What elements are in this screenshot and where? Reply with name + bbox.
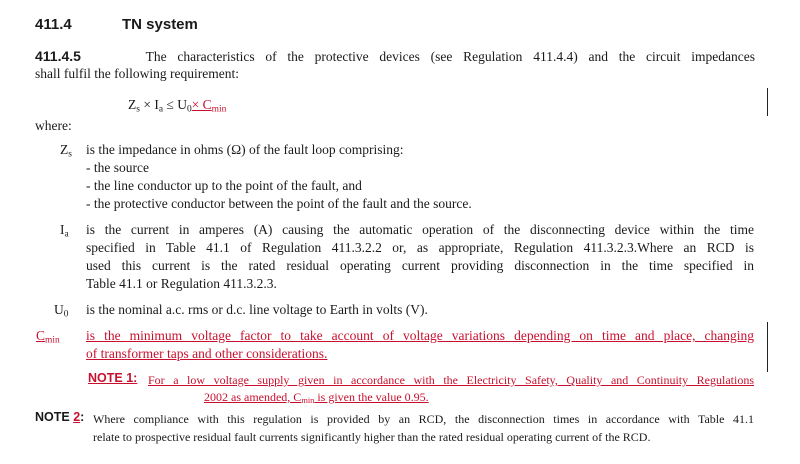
def-ia-line3: used this current is the rated residual operating current providing disconnection in the time specified in (86, 258, 754, 273)
formula-zs: $Z_s$ (128, 97, 140, 115)
where-label: where: (35, 118, 72, 133)
def-cmin-symbol: $C_{min}$ (36, 328, 60, 346)
def-ia-line1: is the current in amperes (A) causing the automatic operation of the disconnecting device within the time (86, 222, 754, 237)
section-number: 411.4 (35, 16, 72, 33)
note2-line1: Where compliance with this regulation is provided by an RCD, the disconnection times in accordance with Table 41.1 (93, 412, 754, 426)
formula-ia: $I_a$ (154, 97, 164, 115)
def-zs-item: - the protective conductor between the point of the fault and the source. (86, 196, 472, 211)
regulation-number: 411.4.5 (35, 48, 81, 64)
section-title: TN system (122, 16, 198, 33)
def-u0-symbol: $U_0$ (54, 302, 69, 320)
regulation-intro-line2: shall fulfil the following requirement: (35, 66, 239, 81)
def-zs-text: is the impedance in ohms (Ω) of the fault loop comprising: (86, 142, 404, 157)
def-zs-item: - the source (86, 160, 149, 175)
regulation-intro-line1 (35, 48, 755, 65)
change-bar (767, 88, 768, 116)
formula-times: × (143, 97, 151, 112)
formula-leq: ≤ (166, 97, 174, 112)
def-zs-symbol: $Z_s$ (60, 142, 72, 160)
note2-number: 2 (73, 410, 81, 424)
note1-line1: For a low voltage supply given in accordance with the Electricity Safety, Quality and Continuity Regulations (148, 373, 754, 387)
def-cmin-line1: is the minimum voltage factor to take account of voltage variations depending on time and place, changing (86, 328, 754, 343)
formula-inserted-cmin: × $C_{min}$ (191, 97, 227, 115)
note1-label: NOTE 1: (88, 371, 138, 385)
def-u0-text: is the nominal a.c. rms or d.c. line voltage to Earth in volts (V). (86, 302, 428, 317)
formula-u0: $U_0$ (177, 97, 192, 115)
regulation-intro-text: The characteristics of the protective devices (see Regulation 411.4.4) and the circuit impedances (145, 49, 755, 64)
change-bar (767, 322, 768, 372)
def-ia-line2: specified in Table 41.1 of Regulation 411.3.2.2 or, as appropriate, Regulation 411.3.2.3.Where an RCD is (86, 240, 754, 255)
def-zs-item: - the line conductor up to the point of the fault, and (86, 178, 362, 193)
note1-line2: 2002 as amended, $C_{min}$ is given the value 0.95. (204, 390, 429, 406)
note2-label: NOTE 2: (35, 410, 85, 424)
def-ia-symbol: $I_a$ (60, 222, 69, 240)
formula (128, 97, 226, 113)
def-ia-line4: Table 41.1 or Regulation 411.3.2.3. (86, 276, 277, 291)
note2-line2: relate to prospective residual fault currents significantly higher than the rated residual operating current of the RCD. (93, 430, 651, 444)
def-cmin-line2: of transformer taps and other considerations. (86, 346, 328, 361)
